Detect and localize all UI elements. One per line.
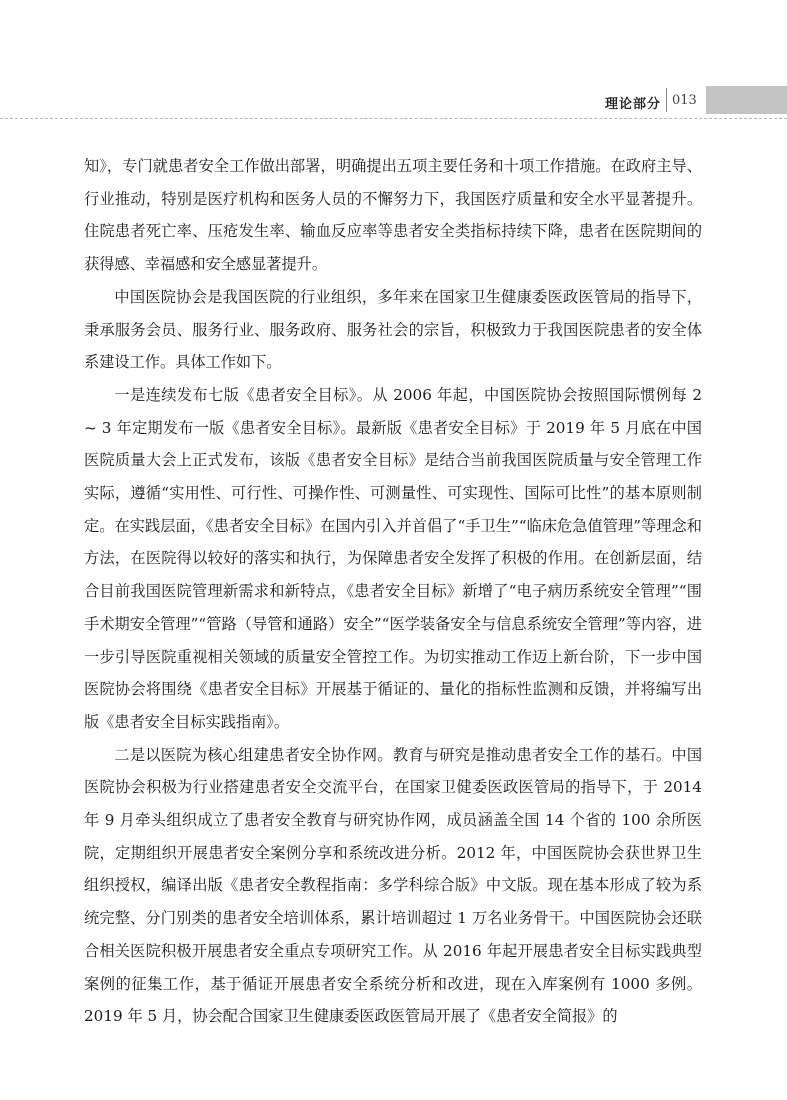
header-divider [666,88,667,112]
paragraph-safety-goals: 一是连续发布七版《患者安全目标》。从 2006 年起，中国医院协会按照国际惯例每 2 ~ 3 年定期发布一版《患者安全目标》。最新版《患者安全目标》于 2019 年 5 月底在中国医院质量大会上正式发布，该版《患者安全目标》是结合当前我国医院质量与安全管理工作实际，遵循“实用性、可行性、可操作性、可测量性、可实现性、国际可比性”的基本原则制定。在实践层面，《患者安全目标》在国内引入并首倡了“手卫生”“临床危急值管理”等理念和方法，在医院得以较好的落实和执行，为保障患者安全发挥了积极的作用。在创新层面，结合目前我国医院管理新需求和新特点，《患者安全目标》新增了“电子病历系统安全管理”“围手术期安全管理”“管路（导管和通路）安全”“医学装备安全与信息系统安全管理”等内容，进一步引导医院重视相关领域的质量安全管控工作。为切实推动工作迈上新台阶，下一步中国医院协会将围绕《患者安全目标》开展基于循证的、量化的指标性监测和反馈，并将编写出版《患者安全目标实践指南》。 [84,385,702,731]
running-header [0,84,787,116]
header-tab-block [706,86,787,114]
header-rule [0,118,787,119]
page-number: 013 [672,93,697,108]
body-text [84,150,702,1033]
paragraph-association: 中国医院协会是我国医院的行业组织，多年来在国家卫生健康委医政医管局的指导下，秉承服务会员、服务行业、服务政府、服务社会的宗旨，积极致力于我国医院患者的安全体系建设工作。具体工作如下。 [84,287,702,372]
section-title: 理论部分 [604,97,661,112]
paragraph-continuation: 知》，专门就患者安全工作做出部署，明确提出五项主要任务和十项工作措施。在政府主导、行业推动，特别是医疗机构和医务人员的不懈努力下，我国医疗质量和安全水平显著提升。住院患者死亡率、压疮发生率、输血反应率等患者安全类指标持续下降，患者在医院期间的获得感、幸福感和安全感显著提升。 [84,157,702,274]
paragraph-collaboration-network: 二是以医院为核心组建患者安全协作网。教育与研究是推动患者安全工作的基石。中国医院协会积极为行业搭建患者安全交流平台，在国家卫健委医政医管局的指导下，于 2014 年 9 月牵头组织成立了患者安全教育与研究协作网，成员涵盖全国 14 个省的 100 余所医院，定期组织开展患者安全案例分享和系统改进分析。2012 年，中国医院协会获世界卫生组织授权，编译出版《患者安全教程指南：多学科综合版》中文版。现在基本形成了较为系统完整、分门别类的患者安全培训体系，累计培训超过 1 万名业务骨干。中国医院协会还联合相关医院积极开展患者安全重点专项研究工作。从 2016 年起开展患者安全目标实践典型案例的征集工作，基于循证开展患者安全系统分析和改进，现在入库案例有 1000 多例。2019 年 5 月，协会配合国家卫生健康委医政医管局开展了《患者安全简报》的 [84,745,702,1026]
